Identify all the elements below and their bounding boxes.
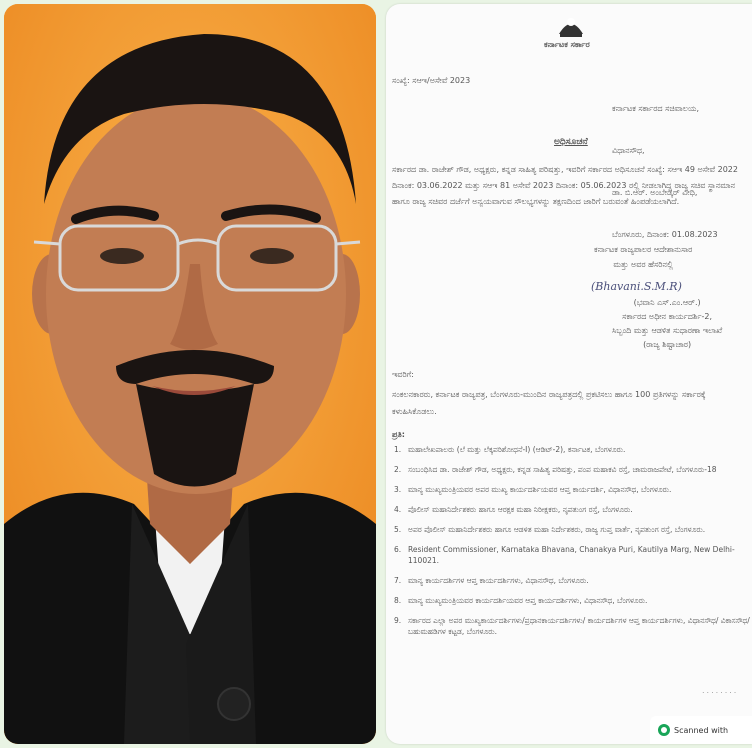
list-item: 4. ಪೊಲೀಸ್ ಮಹಾನಿರ್ದೇಶಕರು ಹಾಗೂ ಆರಕ್ಷಕ ಮಹಾ ನಿರೀಕ್ಷಕರು, ನೃಪತುಂಗ ರಸ್ತೆ, ಬೆಂಗಳೂರು.	[394, 505, 633, 514]
office-address: ಕರ್ನಾಟಕ ಸರ್ಕಾರದ ಸಚಿವಾಲಯ, ವಿಧಾನಸೌಧ, ಡಾ. ಬಿ.ಆರ್. ಅಂಬೇಡ್ಕರ್ ವೀಧಿ, ಬೆಂಗಳೂರು, ದಿನಾಂಕ: 01.08.2023	[612, 104, 718, 239]
list-item: 5. ಅಪರ ಪೊಲೀಸ್ ಮಹಾನಿರ್ದೇಶಕರು ಹಾಗೂ ಆಡಳಿತ ಮಹಾ ನಿರ್ದೇಶಕರು, ರಾಜ್ಯ ಗುಪ್ತ ವಾರ್ತೆ, ನೃಪತುಂಗ ರಸ್ತೆ, ಬೆಂಗಳೂರು.	[394, 525, 706, 534]
copies-label: ಪ್ರತಿ:	[392, 430, 405, 439]
scanner-logo-icon	[658, 724, 670, 736]
list-item: 3. ಮಾನ್ಯ ಮುಖ್ಯಮಂತ್ರಿಯವರ ಅಪರ ಮುಖ್ಯ ಕಾರ್ಯದರ್ಶಿಯವರ ಆಪ್ತ ಕಾರ್ಯದರ್ಶಿ, ವಿಧಾನಸೌಧ, ಬೆಂಗಳೂರು.	[394, 485, 672, 494]
order-number: ಸಂಖ್ಯೆ: ಸಆಇ/ಅಸೇವೆ 2023	[392, 76, 471, 85]
signatory-details: (ಭವಾನಿ ಎಸ್.ಎಂ.ಆರ್.) ಸರ್ಕಾರದ ಅಧೀನ ಕಾರ್ಯದರ್ಶಿ-2, ಸಿಬ್ಬಂದಿ ಮತ್ತು ಆಡಳಿತ ಸುಧಾರಣಾ ಇಲಾಖೆ (ರಾಜ್ಯ ಶಿಷ್ಟಾಚಾರ)	[612, 298, 723, 349]
panel-divider	[376, 0, 386, 748]
scanner-watermark	[650, 716, 752, 744]
beard	[136, 384, 254, 487]
portrait-photo	[4, 4, 376, 744]
government-emblem-icon	[556, 12, 586, 38]
notification-body: ಸರ್ಕಾರದ ಡಾ. ರಾಜೇಶ್ ಗೌಡ, ಅಧ್ಯಕ್ಷರು, ಕನ್ನಡ ಸಾಹಿತ್ಯ ಪರಿಷತ್ತು, ಇವರಿಗೆ ಸರ್ಕಾರದ ಅಧಿಸೂಚನೆ ಸಂಖ್ಯೆ: ಸಆಇ 49 ಅಸೇವೆ 2022 ದಿನಾಂಕ: 03.06.2022 ಮತ್ತು ಸಆಇ 81 ಅಸೇವೆ 2023 ದಿನಾಂಕ: 05.06.2023 ರಲ್ಲಿ ನೀಡಲಾಗಿದ್ದ ರಾಜ್ಯ ಸಚಿವ ಸ್ಥಾನಮಾನ ಹಾಗೂ ರಾಜ್ಯ ಸಚಿವರ ದರ್ಜೆಗೆ ಅನ್ವಯವಾಗುವ ಸೌಲಭ್ಯಗಳನ್ನು ತಕ್ಷಣದಿಂದ ಜಾರಿಗೆ ಬರುವಂತೆ ಹಿಂಪಡೆಯಲಾಗಿದೆ.	[392, 165, 738, 206]
portrait-illustration	[4, 4, 376, 744]
copy-paragraph: ಸಂಕಲನಕಾರರು, ಕರ್ನಾಟಕ ರಾಜ್ಯಪತ್ರ, ಬೆಂಗಳೂರು-ಮುಂದಿನ ರಾಜ್ಯಪತ್ರದಲ್ಲಿ ಪ್ರಕಟಿಸಲು ಹಾಗೂ 100 ಪ್ರತಿಗಳನ್ನು ಸರ್ಕಾರಕ್ಕೆ ಕಳುಹಿಸಿಕೊಡಲು.	[392, 390, 706, 416]
scanned-document	[386, 4, 752, 744]
scanner-label: Scanned with	[674, 725, 729, 735]
list-item: 6. Resident Commissioner, Karnataka Bhavana, Chanakya Puri, Kautilya Marg, New Delhi-110021.	[394, 545, 735, 565]
copies-list	[394, 444, 752, 646]
department-name: ಕರ್ನಾಟಕ ಸರ್ಕಾರ	[544, 40, 590, 49]
list-item: 7. ಮಾನ್ಯ ಕಾರ್ಯದರ್ಶಿಗಳ ಆಪ್ತ ಕಾರ್ಯದರ್ಶಿಗಳು, ವಿಧಾನಸೌಧ, ಬೆಂಗಳೂರು.	[394, 576, 589, 585]
list-item: 8. ಮಾನ್ಯ ಮುಖ್ಯಮಂತ್ರಿಯವರ ಕಾರ್ಯದರ್ಶಿಯವರ ಆಪ್ತ ಕಾರ್ಯದರ್ಶಿಗಳು, ವಿಧಾನಸೌಧ, ಬೆಂಗಳೂರು.	[394, 596, 648, 605]
list-item: 1. ಮಹಾಲೇಖಪಾಲರು (ಲೆ ಮತ್ತು ಲೆಕ್ಕಪರಿಶೋಧನೆ-I) (ಆಡಿಟ್-2), ಕರ್ನಾಟಕ, ಬೆಂಗಳೂರು.	[394, 445, 626, 454]
signature-heading: ಕರ್ನಾಟಕ ರಾಜ್ಯಪಾಲರ ಆದೇಶಾನುಸಾರ ಮತ್ತು ಅವರ ಹೆಸರಿನಲ್ಲಿ	[594, 245, 693, 269]
jacket-button	[218, 688, 250, 720]
list-item: 2. ಸಂಬಂಧಿಸಿದ ಡಾ. ರಾಜೇಶ್ ಗೌಡ, ಅಧ್ಯಕ್ಷರು, ಕನ್ನಡ ಸಾಹಿತ್ಯ ಪರಿಷತ್ತು, ಪಂಪ ಮಹಾಕವಿ ರಸ್ತೆ, ಚಾಮರಾಜಪೇಟೆ, ಬೆಂಗಳೂರು-18	[394, 465, 717, 474]
signature: (Bhavani.S.M.R)	[591, 280, 682, 293]
list-item: 9. ಸರ್ಕಾರದ ಎಲ್ಲಾ ಅಪರ ಮುಖ್ಯಕಾರ್ಯದರ್ಶಿಗಳು/ಪ್ರಧಾನಕಾರ್ಯದರ್ಶಿಗಳು/ ಕಾರ್ಯದರ್ಶಿಗಳ ಆಪ್ತ ಕಾರ್ಯದರ್ಶಿಗಳು, ವಿಧಾನಸೌಧ/ ವಿಕಾಸಸೌಧ/ ಬಹುಮಹಡಿಗಳ ಕಟ್ಟಡ, ಬೆಂಗಳೂರು.	[394, 616, 750, 636]
notification-heading: ಅಧಿಸೂಚನೆ	[554, 137, 588, 147]
dots: ........	[702, 686, 739, 695]
to-label: ಇವರಿಗೆ:	[392, 370, 414, 379]
